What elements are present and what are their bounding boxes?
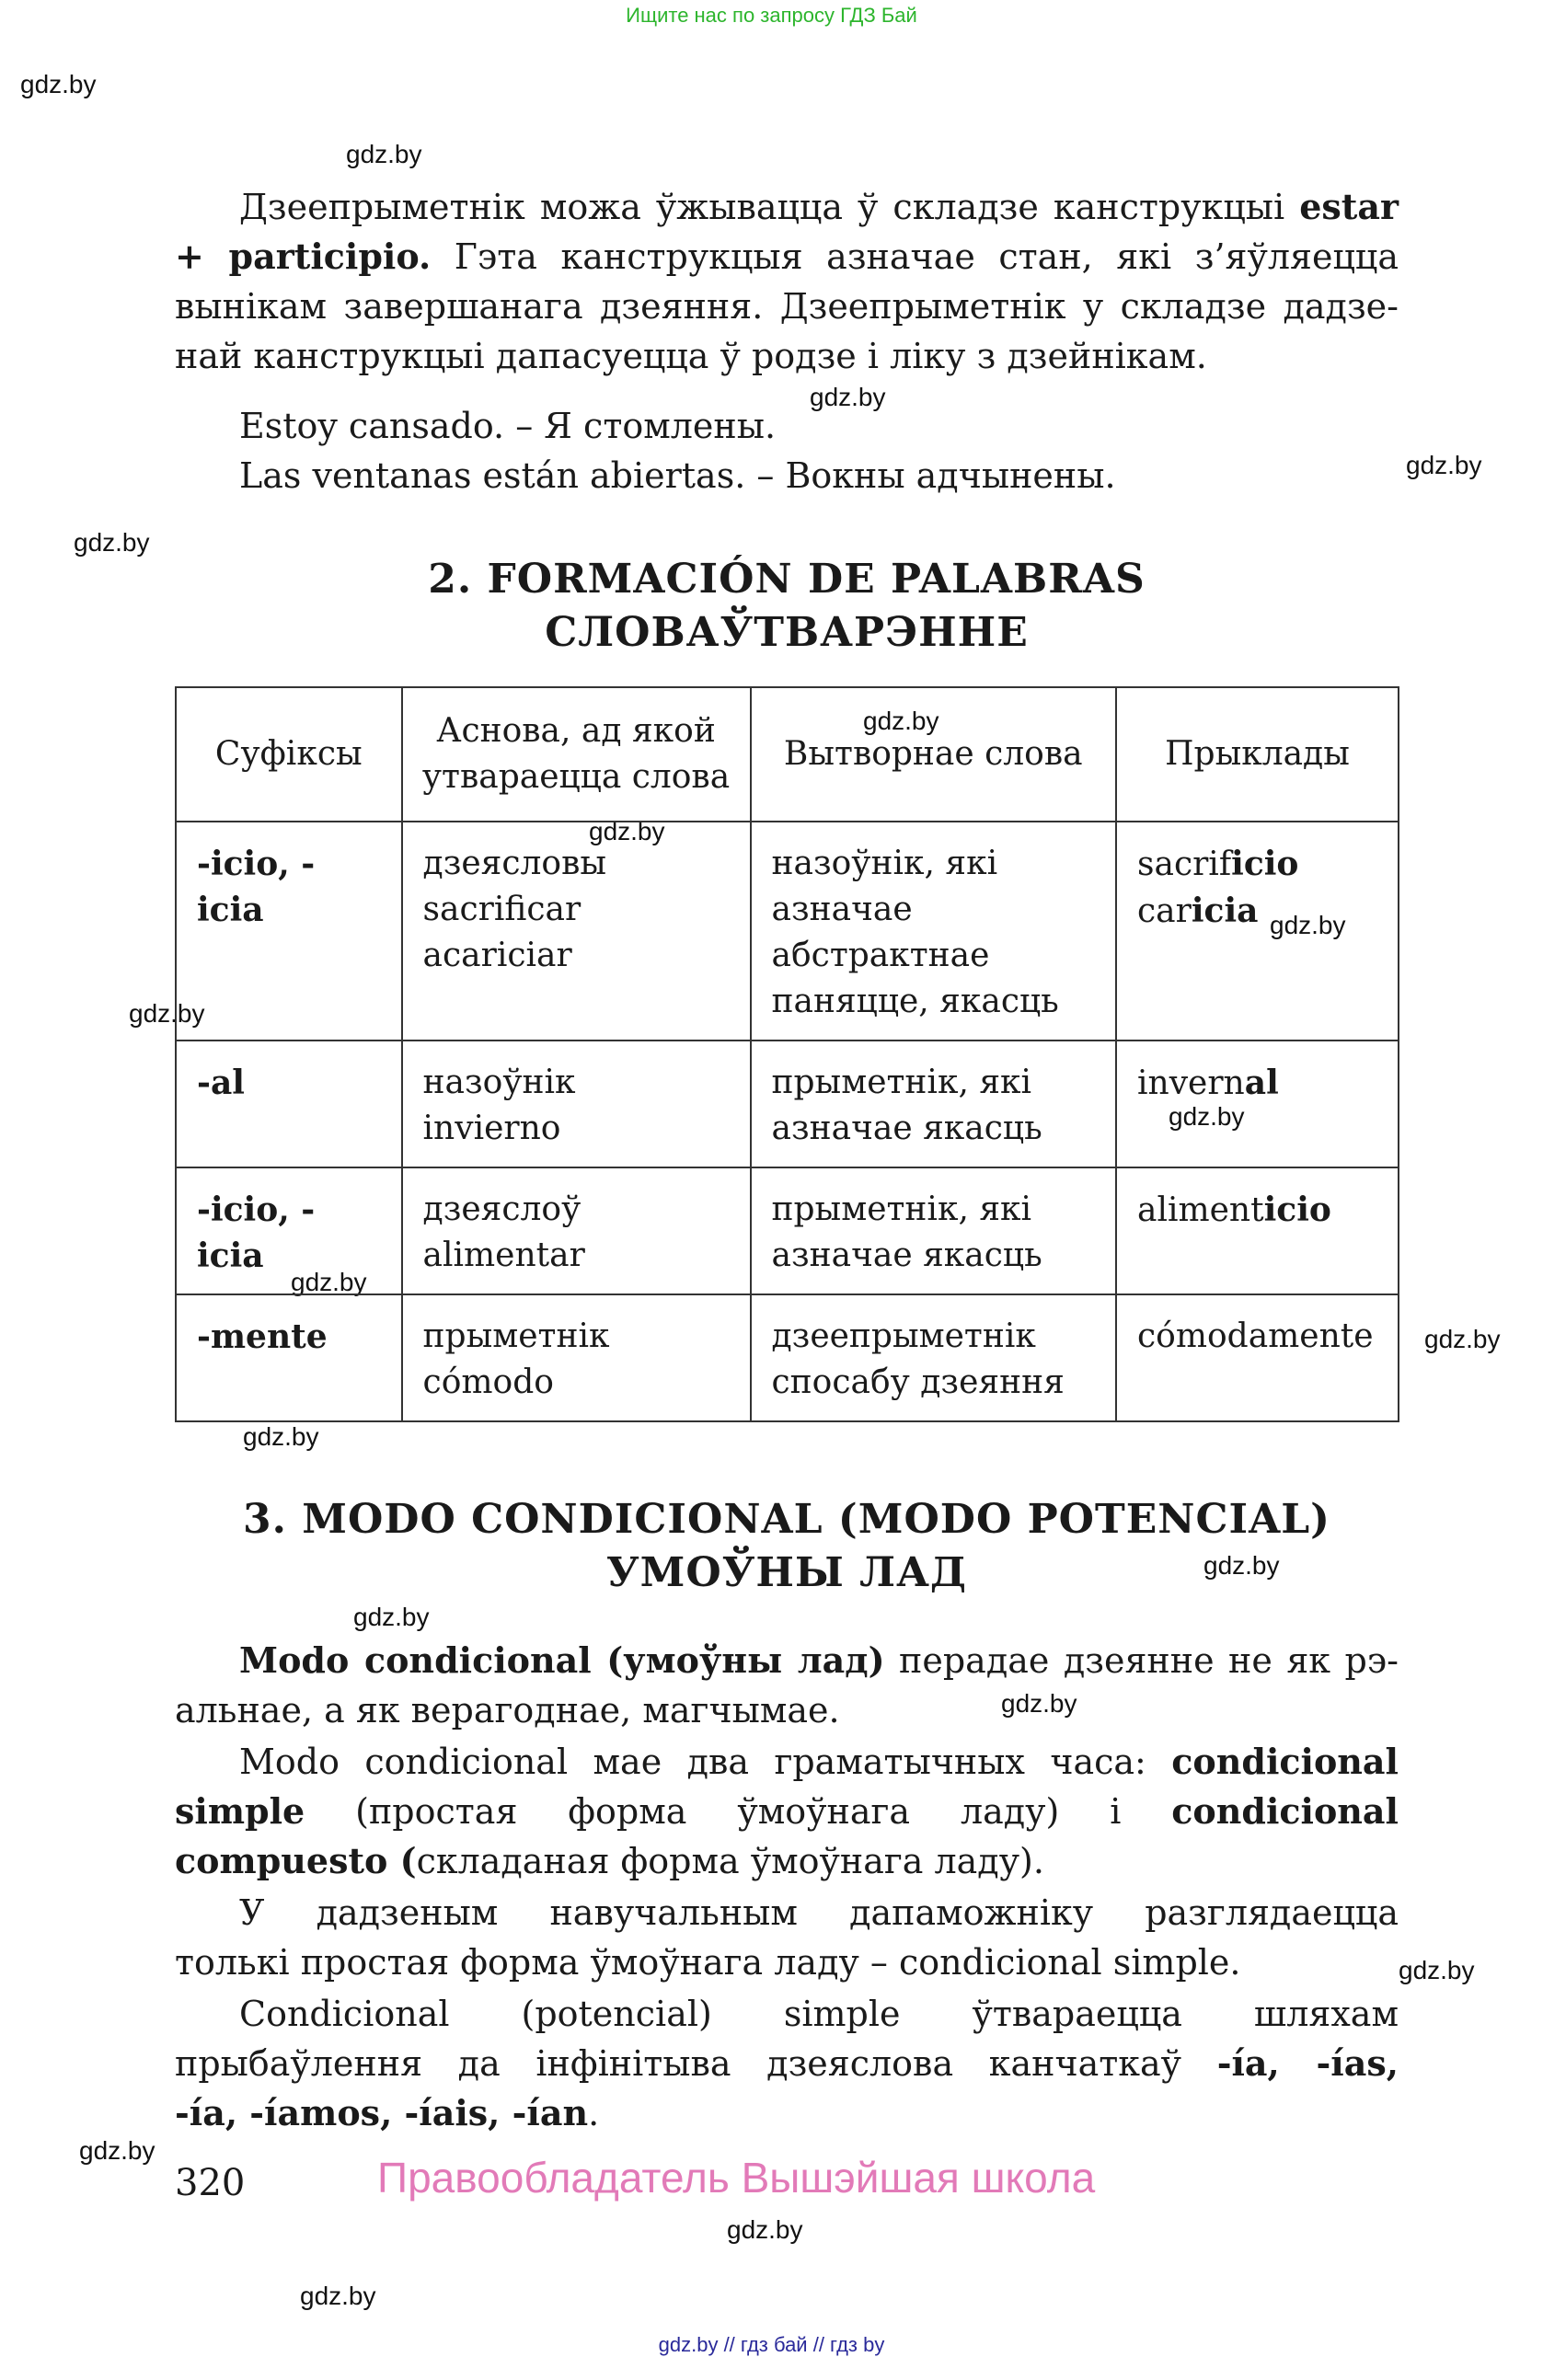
section-heading: СЛОВАЎТВАРЭННЕ [545,609,1029,656]
example-sentence: Estoy cansado. – Я стомлены. [239,406,777,446]
watermark: gdz.by [20,70,97,98]
body-line: У дадзеным навучальным дапаможніку разглядаецца [239,1892,1399,1933]
table-header-row [176,687,1399,822]
body-line: simple (простая форма ўмоўнага ладу) і condicional [175,1790,1399,1832]
body-line: Condicional (potencial) simple ўтвараецца шляхам [239,1994,1399,2034]
example-cell: sacrificio caricia [1116,822,1399,1041]
intro-paragraph-line: най канструкцыі дапасуецца ў родзе і ліку з дзейнікам. [175,336,1207,376]
watermark: gdz.by [243,1422,319,1451]
watermark: gdz.by [74,528,150,557]
watermark: gdz.by [1270,911,1346,939]
copyright-holder: Правообладатель Вышэйшая школа [377,2154,1096,2202]
watermark: gdz.by [79,2136,155,2165]
base-cell: дзеясловы sacrificar acariciar [402,822,751,1041]
section-heading: 3. MODO CONDICIONAL (MODO POTENCIAL) [243,1496,1330,1543]
suffix-cell: -icio, -icia [176,822,402,1041]
base-cell: прыметнік cómodo [402,1294,751,1421]
derived-cell: прыметнік, які азначае якасць [751,1167,1116,1294]
body-line: прыбаўлення да інфінітыва дзеяслова канчаткаў -ía, -ías, [175,2042,1399,2084]
intro-paragraph-line: вынікам завершанага дзеяння. Дзеепрыметнік у складзе дадзе- [175,286,1399,327]
table-header: Вытворнае слова [751,687,1116,822]
suffix-cell: -al [176,1041,402,1167]
top-banner[interactable]: Ищите нас по запросу ГДЗ Бай [626,4,917,27]
section-heading: УМОЎНЫ ЛАД [605,1549,968,1596]
section-heading: 2. FORMACIÓN DE PALABRAS [428,556,1146,603]
table-row [176,822,1399,1041]
suffix-table [175,686,1399,1422]
bottom-links[interactable]: gdz.by // гдз бай // гдз by [658,2333,885,2356]
body-line: Modo condicional мае два граматычных часа: condicional [239,1741,1399,1782]
table-row [176,1041,1399,1167]
derived-cell: прыметнік, які азначае якасць [751,1041,1116,1167]
table-header: Прыклады [1116,687,1399,822]
watermark: gdz.by [1203,1551,1280,1580]
body-line: compuesto (складаная форма ўмоўнага ладу). [175,1840,1044,1881]
table-row [176,1167,1399,1294]
watermark: gdz.by [810,383,886,411]
suffix-cell: -mente [176,1294,402,1421]
watermark: gdz.by [129,999,205,1028]
table-header: Суфіксы [176,687,402,822]
base-cell: назоўнік invierno [402,1041,751,1167]
derived-cell: дзеепрыметнік спосабу дзеяння [751,1294,1116,1421]
watermark: gdz.by [863,707,939,735]
page-number: 320 [175,2162,246,2204]
derived-cell: назоўнік, які азначае абстрактнае паняцце, якасць [751,822,1116,1041]
intro-paragraph-line: Дзеепрыметнік можа ўжывацца ў складзе канструкцыі estar [239,186,1399,227]
example-cell: alimenticio [1116,1167,1399,1294]
watermark: gdz.by [1001,1689,1077,1718]
suffix-cell: -icio, -icia [176,1167,402,1294]
watermark: gdz.by [589,817,665,845]
table-header: Аснова, ад якой утвараецца слова [402,687,751,822]
body-line: альнае, а як верагоднае, магчымае. [175,1690,840,1730]
example-sentence: Las ventanas están abiertas. – Вокны адчынены. [239,455,1116,496]
example-cell: cómodamente [1116,1294,1399,1421]
watermark: gdz.by [727,2215,803,2244]
watermark: gdz.by [1424,1325,1501,1353]
watermark: gdz.by [1406,451,1482,479]
table-row [176,1294,1399,1421]
watermark: gdz.by [346,140,422,168]
watermark: gdz.by [1169,1102,1245,1131]
intro-paragraph-line: + participio. Гэта канструкцыя азначае стан, які з’яўляецца [175,236,1399,277]
watermark: gdz.by [353,1603,430,1631]
watermark: gdz.by [291,1268,367,1296]
example-cell: invernal [1116,1041,1399,1167]
watermark: gdz.by [300,2282,376,2310]
base-cell: дзеяслоў alimentar [402,1167,751,1294]
body-line: Modo condicional (умоўны лад) перадае дзеянне не як рэ- [239,1639,1399,1681]
body-line: толькі простая форма ўмоўнага ладу – condicional simple. [175,1942,1241,1983]
body-line: -ía, -íamos, -íais, -ían. [175,2092,600,2133]
watermark: gdz.by [1399,1956,1475,1984]
